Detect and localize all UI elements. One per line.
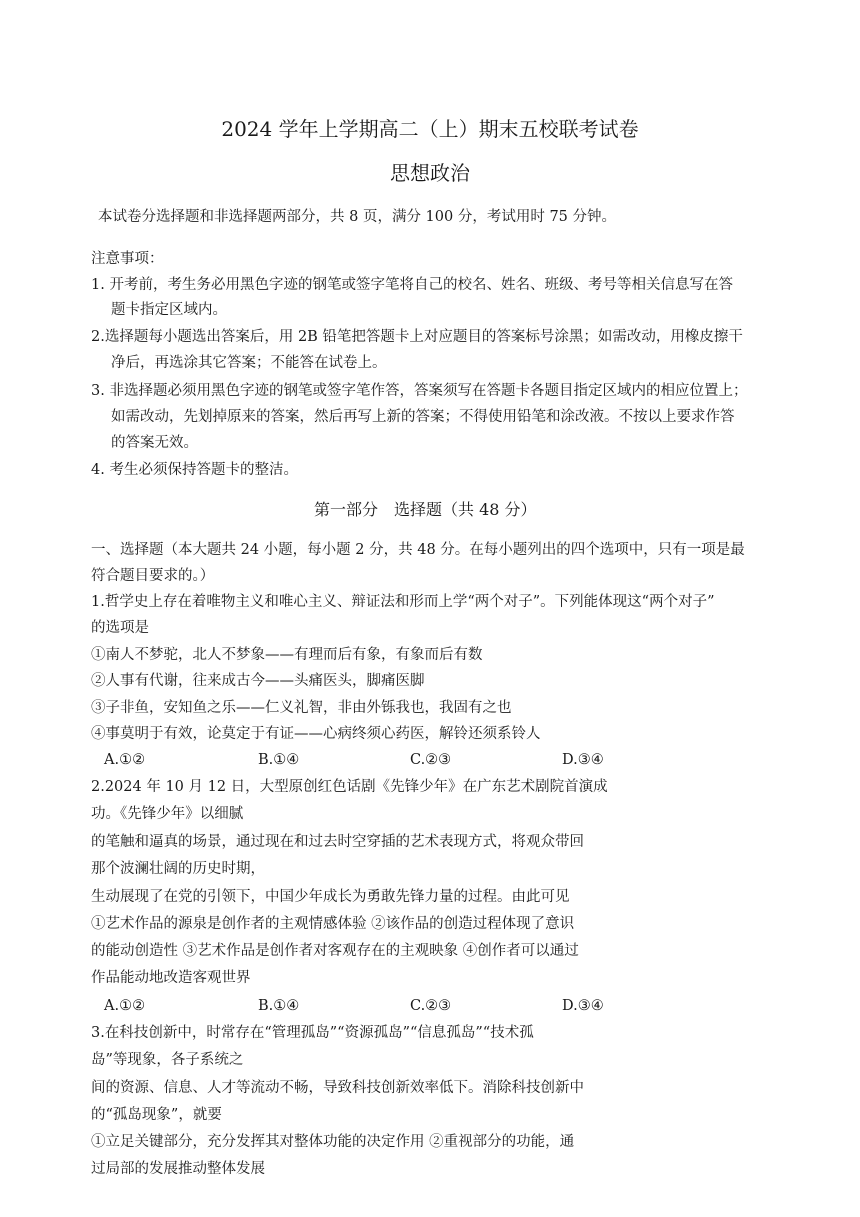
question-1-option-c: C.②③ — [410, 752, 452, 768]
question-3-line-3: 间的资源、信息、人才等流动不畅，导致科技创新效率低下。消除科技创新中 — [91, 1080, 584, 1096]
subject-title: 思想政治 — [390, 161, 470, 185]
question-2-line-4: 那个波澜壮阔的历史时期， — [91, 861, 265, 877]
question-2-option-d: D.③④ — [562, 998, 604, 1014]
exam-intro: 本试卷分选择题和非选择题两部分，共 8 页，满分 100 分，考试用时 75 分钟。 — [98, 209, 617, 225]
question-1-option-a: A.①② — [104, 752, 146, 768]
question-2-line-8: 作品能动地改造客观世界 — [91, 970, 251, 986]
notice-item-1-cont: 题卡指定区域内。 — [111, 302, 227, 318]
notice-item-4: 4. 考生必须保持答题卡的整洁。 — [91, 462, 298, 478]
question-1-statement-1: ①南人不梦驼，北人不梦象——有理而后有象，有象而后有数 — [91, 647, 483, 663]
question-3-line-6: 过局部的发展推动整体发展 — [91, 1161, 265, 1177]
question-2-line-7: 的能动创造性 ③艺术作品是创作者对客观存在的主观映象 ④创作者可以通过 — [91, 943, 579, 959]
question-2-line-2: 功。《先锋少年》以细腻 — [91, 806, 244, 822]
notice-item-3-cont-2: 的答案无效。 — [111, 435, 198, 451]
question-2-line-6: ①艺术作品的源泉是创作者的主观情感体验 ②该作品的创造过程体现了意识 — [91, 916, 575, 932]
question-2-line-1: 2.2024 年 10 月 12 日，大型原创红色话剧《先锋少年》在广东艺术剧院首演成 — [91, 779, 608, 795]
question-3-line-4: 的“孤岛现象”，就要 — [91, 1107, 222, 1123]
question-1-statement-3: ③子非鱼，安知鱼之乐——仁义礼智，非由外铄我也，我固有之也 — [91, 700, 512, 716]
question-3-line-1: 3.在科技创新中，时常存在“管理孤岛”“资源孤岛”“信息孤岛”“技术孤 — [91, 1025, 534, 1041]
part1-heading: 第一部分 选择题（共 48 分） — [314, 500, 537, 519]
question-1-statement-4: ④事莫明于有效，论莫定于有证——心病终须心药医，解铃还须系铃人 — [91, 726, 541, 742]
notice-item-1: 1. 开考前，考生务必用黑色字迹的钢笔或签字笔将自己的校名、姓名、班级、考号等相关信息写在答 — [91, 277, 733, 293]
question-2-option-a: A.①② — [104, 998, 146, 1014]
part1-instructions-cont: 符合题目要求的。） — [91, 568, 215, 584]
question-1-stem-cont: 的选项是 — [91, 620, 149, 636]
question-2-option-b: B.①④ — [258, 998, 300, 1014]
notice-item-2-cont: 净后，再选涂其它答案；不能答在试卷上。 — [111, 355, 387, 371]
question-2-line-3: 的笔触和逼真的场景，通过现在和过去时空穿插的艺术表现方式，将观众带回 — [91, 834, 584, 850]
notice-item-3: 3. 非选择题必须用黑色字迹的钢笔或签字笔作答，答案须写在答题卡各题目指定区域内的相应位置上； — [91, 383, 748, 399]
notice-item-3-cont-1: 如需改动，先划掉原来的答案，然后再写上新的答案；不得使用铅笔和涂改液。不按以上要求作答 — [111, 409, 735, 425]
question-1-option-d: D.③④ — [562, 752, 604, 768]
notice-item-2: 2.选择题每小题选出答案后，用 2B 铅笔把答题卡上对应题目的答案标号涂黑；如需改动，用橡皮擦干 — [91, 329, 743, 345]
question-1-option-b: B.①④ — [258, 752, 300, 768]
notice-heading: 注意事项： — [91, 251, 164, 267]
question-2-line-5: 生动展现了在党的引领下，中国少年成长为勇敢先锋力量的过程。由此可见 — [91, 889, 570, 905]
question-1-statement-2: ②人事有代谢，往来成古今——头痛医头，脚痛医脚 — [91, 673, 425, 689]
exam-title: 2024 学年上学期高二（上）期末五校联考试卷 — [221, 117, 639, 141]
question-3-line-5: ①立足关键部分，充分发挥其对整体功能的决定作用 ②重视部分的功能，通 — [91, 1134, 575, 1150]
part1-instructions: 一、选择题（本大题共 24 小题，每小题 2 分，共 48 分。在每小题列出的四个选项中，只有一项是最 — [91, 542, 745, 558]
question-2-option-c: C.②③ — [410, 998, 452, 1014]
question-3-line-2: 岛”等现象，各子系统之 — [91, 1052, 244, 1068]
question-1-stem: 1.哲学史上存在着唯物主义和唯心主义、辩证法和形而上学“两个对子”。下列能体现这“两个对子” — [91, 594, 715, 610]
